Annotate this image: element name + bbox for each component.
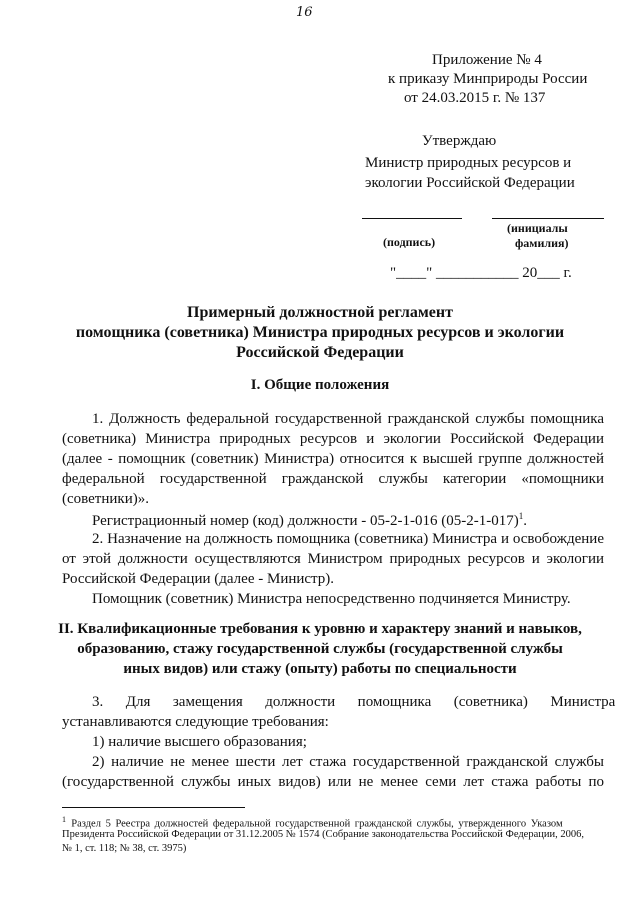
approval-heading: Утверждаю (422, 133, 497, 149)
section-2-p3-line-5: (государственной службы иных видов) или не менее семи лет стажа работы по (62, 774, 604, 790)
surname-label: фамилия) (515, 236, 569, 250)
section-1-p1-line-4: федеральной государственной гражданской службы категории «помощники (62, 471, 604, 487)
section-2-heading-line-1: II. Квалификационные требования к уровню и характеру знаний и навыков, (58, 621, 582, 637)
title-line-1: Примерный должностной регламент (187, 304, 453, 321)
title-line-2: помощника (советника) Министра природных ресурсов и экологии (75, 324, 565, 341)
section-2-p3-line-4: 2) наличие не менее шести лет стажа государственной гражданской службы (92, 754, 604, 770)
title-line-3: Российской Федерации (236, 344, 404, 361)
registration-number (92, 512, 527, 529)
signature-line (362, 218, 462, 219)
signature-label: (подпись) (383, 235, 436, 249)
footnote-text-1: Раздел 5 Реестра должностей федеральной государственной гражданской службы, утвержденного Указом (71, 818, 563, 830)
section-1-p2-line-3: Российской Федерации (далее - Министр). (62, 571, 335, 587)
initials-label: (инициалы (507, 221, 568, 235)
section-2-heading-line-2: образованию, стажу государственной службы (государственной службы (77, 641, 563, 657)
approval-date-line: "____" ___________ 20___ г. (390, 265, 572, 281)
page-number: 16 (296, 5, 313, 20)
footnote-line-3: № 1, ст. 118; № 38, ст. 3975) (62, 843, 187, 854)
annex-line-2: к приказу Минприроды России (388, 71, 588, 87)
footnote-line-2: Президента Российской Федерации от 31.12.2005 № 1574 (Собрание законодательства Российской Федерации, 2006, (62, 829, 584, 840)
registration-text: Регистрационный номер (код) должности - 05-2-1-016 (05-2-1-017) (92, 513, 519, 529)
registration-tail: . (523, 513, 527, 529)
section-1-p2-line-2: от этой должности осуществляются Министром природных ресурсов и экологии (62, 551, 604, 567)
section-1-heading: I. Общие положения (250, 377, 390, 393)
footnote-line-1 (62, 816, 563, 830)
section-1-p1-line-2: (советника) Министра природных ресурсов и экологии Российской Федерации (62, 431, 604, 447)
annex-line-3: от 24.03.2015 г. № 137 (404, 90, 546, 106)
footnote-separator (62, 807, 245, 808)
footnote-mark: 1 (62, 815, 66, 824)
section-2-p3-line-3: 1) наличие высшего образования; (92, 734, 307, 750)
section-1-p1-line-1: 1. Должность федеральной государственной гражданской службы помощника (92, 411, 604, 427)
annex-line-1: Приложение № 4 (432, 52, 542, 68)
section-2-p3-line-2: устанавливаются следующие требования: (62, 714, 329, 730)
footnote-reference: 1 (518, 511, 524, 521)
section-1-p2-line-4: Помощник (советник) Министра непосредственно подчиняется Министру. (92, 591, 571, 607)
section-1-p1-line-3: (далее - помощник (советник) Министра) относится к высшей группе должностей (62, 451, 604, 467)
section-1-p1-line-5: (советники)». (62, 491, 149, 507)
approval-line-1: Министр природных ресурсов и (365, 155, 572, 171)
approval-line-2: экологии Российской Федерации (365, 175, 575, 191)
section-2-p3-line-1: 3. Для замещения должности помощника (советника) Министра (92, 694, 616, 710)
name-line (492, 218, 604, 219)
section-1-p2-line-1: 2. Назначение на должность помощника (советника) Министра и освобождение (92, 531, 604, 547)
section-2-heading-line-3: иных видов) или стажу (опыту) работы по специальности (123, 661, 517, 677)
